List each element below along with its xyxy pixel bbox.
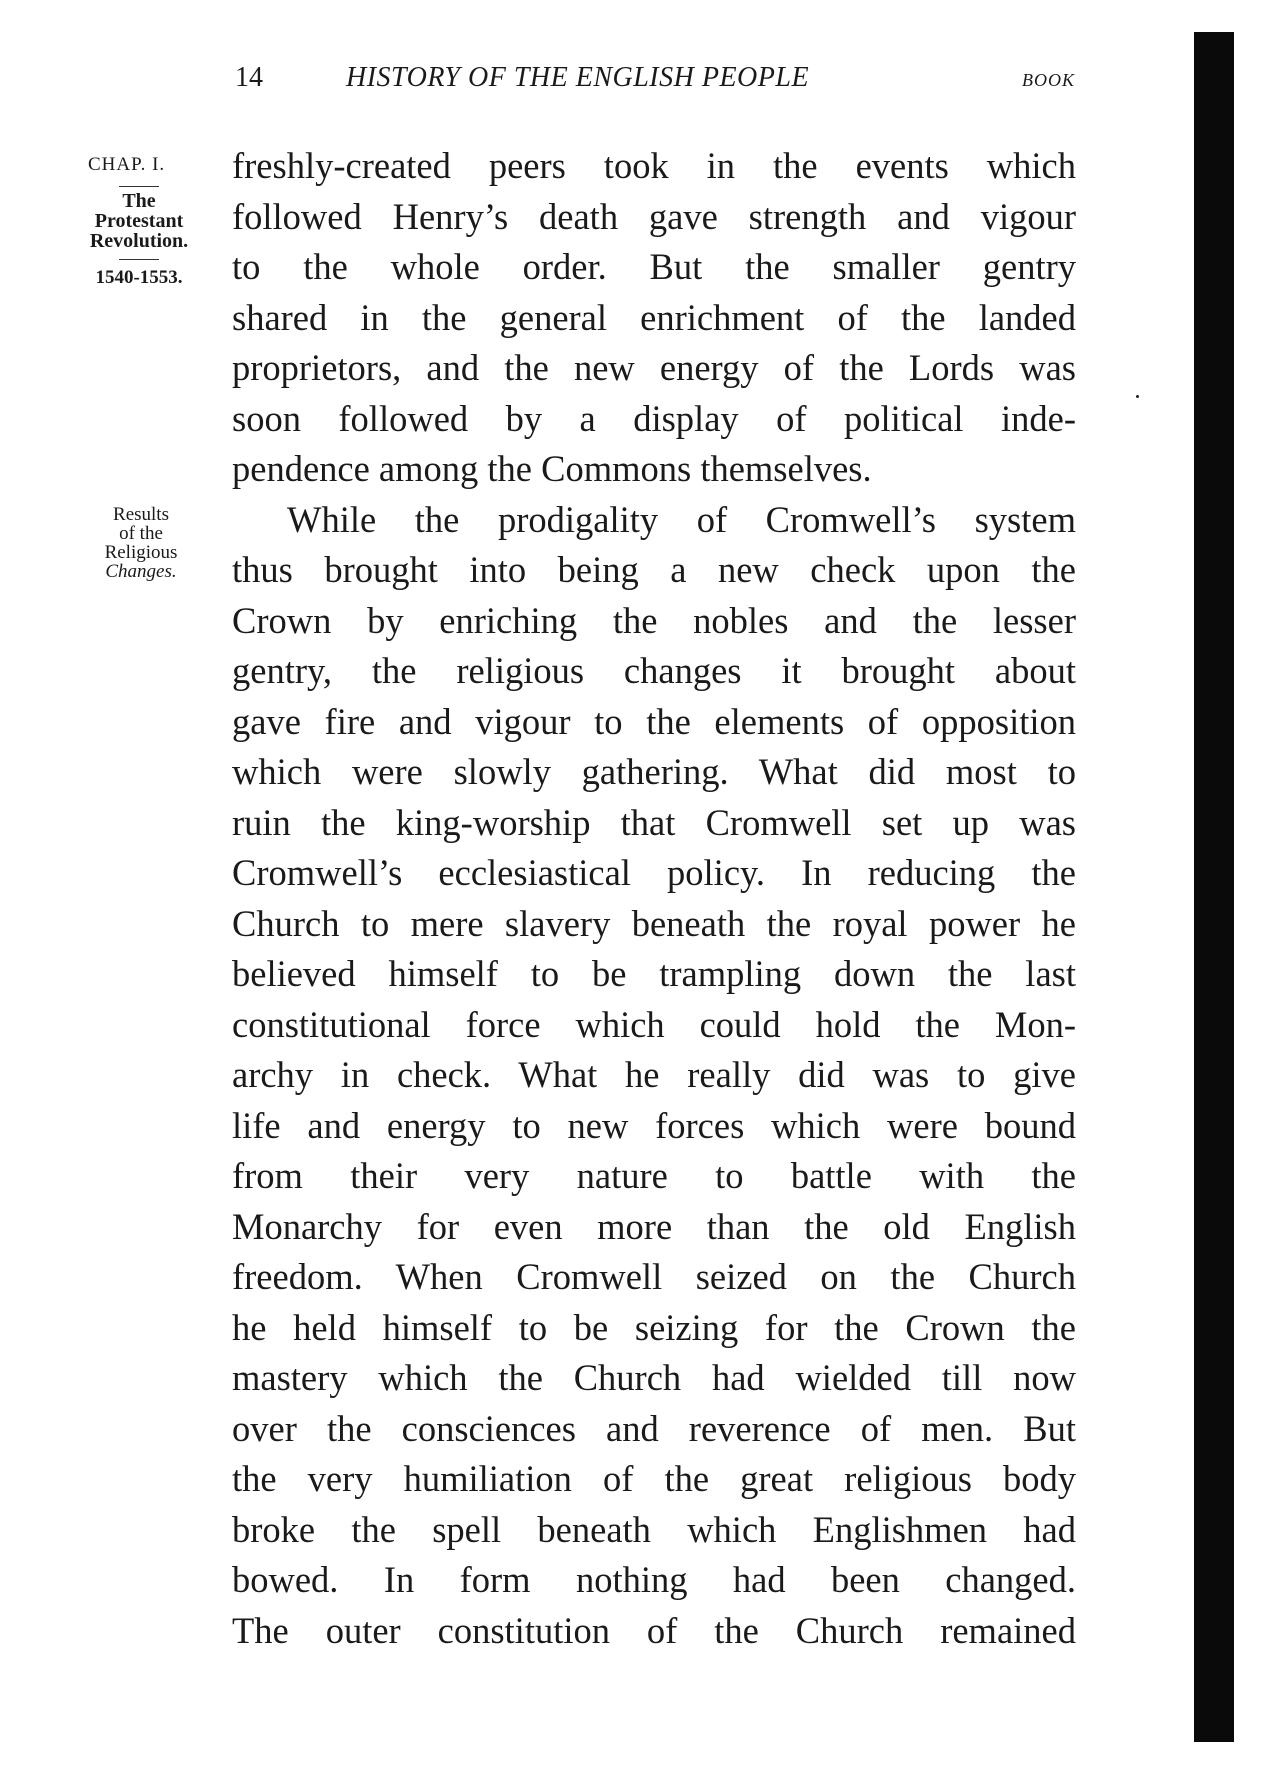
section-line-1: The (122, 190, 156, 212)
page-number: 14 (235, 62, 263, 93)
running-title: HISTORY OF THE ENGLISH PEOPLE (346, 62, 810, 93)
text-line: mastery which the Church had wielded till now (232, 1357, 1076, 1398)
topic-line-4: Changes. (105, 561, 177, 582)
text-line: followed Henry’s death gave strength and vigour (232, 195, 1076, 237)
text-line: the very humiliation of the great religious body (232, 1458, 1076, 1499)
text-line: Cromwell’s ecclesiastical policy. In reducing the (232, 852, 1076, 893)
text-line: Church to mere slavery beneath the royal power he (232, 902, 1076, 944)
topic-line-2: of the (119, 523, 163, 544)
text-line: believed himself to be trampling down the last (232, 953, 1076, 994)
chapter-marker: CHAP. I. (88, 154, 166, 175)
text-line: gentry, the religious changes it brought about (232, 650, 1076, 691)
text-line: thus brought into being a new check upon the (232, 549, 1076, 590)
ink-speck (1136, 395, 1139, 398)
topic-line-3: Religious (104, 542, 178, 563)
text-line: ruin the king-worship that Cromwell set up was (232, 801, 1076, 843)
text-line: soon followed by a display of political inde- (232, 397, 1076, 439)
section-dates: 1540-1553. (95, 267, 183, 288)
text-line: shared in the general enrichment of the landed (232, 296, 1076, 338)
running-header (225, 62, 1085, 102)
book-label: BOOK (1022, 70, 1075, 90)
text-line: gave fire and vigour to the elements of opposition (232, 700, 1076, 742)
body-text (232, 141, 1076, 1656)
section-line-2: Protestant (94, 210, 184, 232)
text-line: archy in check. What he really did was to give (232, 1054, 1076, 1095)
text-line: constitutional force which could hold the Mon- (232, 1003, 1076, 1045)
text-line: pendence among the Commons themselves. (232, 448, 872, 489)
topic-sidenote (76, 505, 206, 581)
text-line: Monarchy for even more than the old English (232, 1205, 1076, 1247)
text-line: over the consciences and reverence of men. But (232, 1407, 1076, 1449)
text-line: freedom. When Cromwell seized on the Church (232, 1256, 1076, 1297)
text-line: While the prodigality of Cromwell’s system (287, 498, 1076, 540)
text-line: life and energy to new forces which were bound (232, 1104, 1076, 1146)
text-line: from their very nature to battle with the (232, 1155, 1076, 1196)
text-line: to the whole order. But the smaller gentry (232, 246, 1076, 287)
text-line: Crown by enriching the nobles and the lesser (232, 599, 1076, 641)
section-line-3: Revolution. (89, 230, 189, 252)
text-line: freshly-created peers took in the events which (232, 145, 1076, 186)
text-line: The outer constitution of the Church remained (232, 1609, 1076, 1651)
topic-line-1: Results (113, 504, 169, 525)
sidenote-rule-top (119, 186, 159, 187)
page-edge-shadow (1194, 32, 1234, 1742)
section-sidenote (60, 186, 218, 287)
text-line: which were slowly gathering. What did most to (232, 751, 1076, 792)
text-line: he held himself to be seizing for the Crown the (232, 1306, 1076, 1348)
text-line: bowed. In form nothing had been changed. (232, 1559, 1076, 1600)
text-line: broke the spell beneath which Englishmen had (232, 1508, 1076, 1550)
sidenote-rule-bottom (119, 259, 159, 260)
text-line: proprietors, and the new energy of the Lords was (232, 347, 1076, 388)
